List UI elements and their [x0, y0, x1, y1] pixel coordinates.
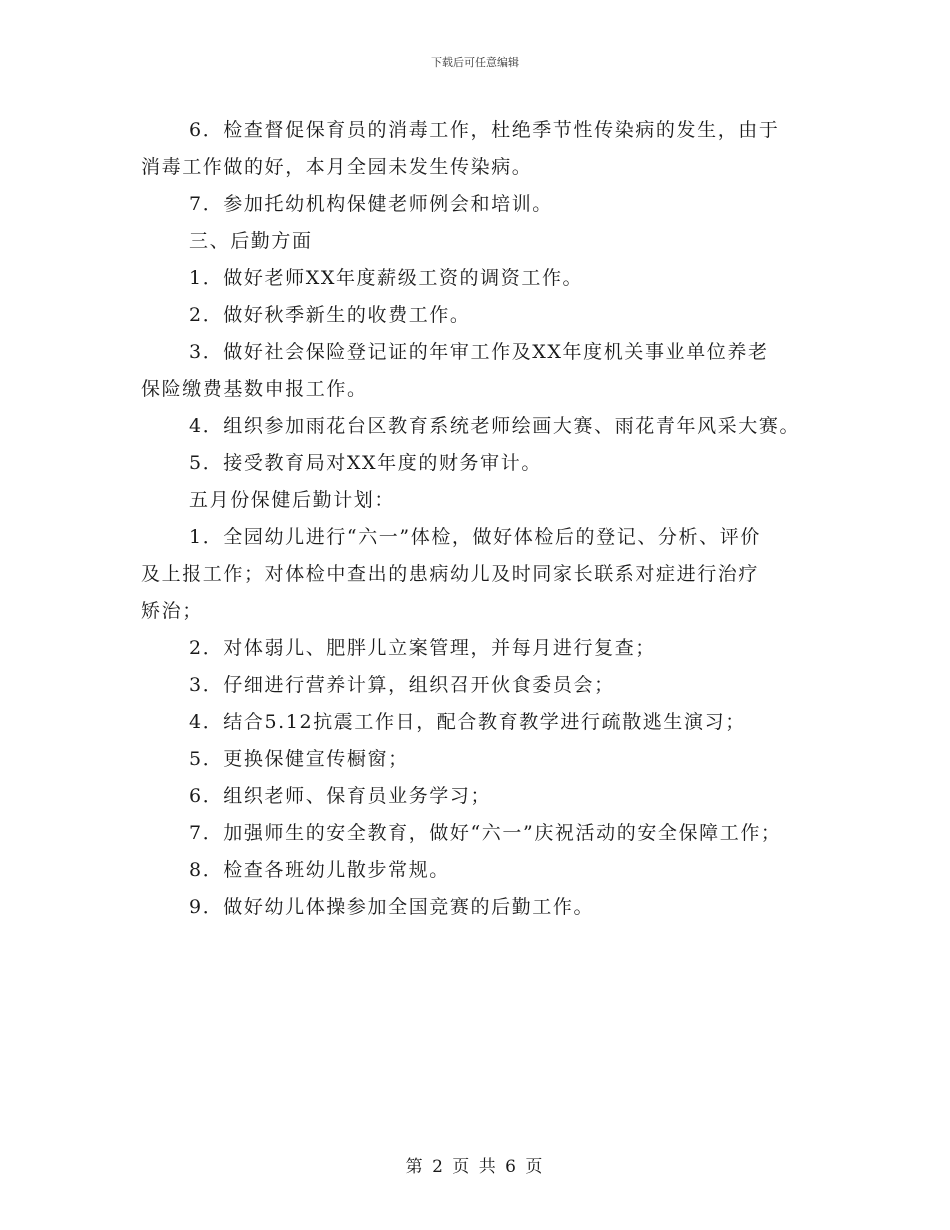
- paragraph-line: 及上报工作；对体检中查出的患病幼儿及时同家长联系对症进行治疗: [141, 563, 760, 585]
- paragraph-line: 消毒工作做的好，本月全园未发生传染病。: [141, 156, 533, 178]
- document-body: [141, 112, 831, 926]
- paragraph-line: 矫治；: [141, 600, 203, 622]
- paragraph-line: 7．参加托幼机构保健老师例会和培训。: [189, 193, 553, 215]
- paragraph-line: 7．加强师生的安全教育，做好“六一”庆祝活动的安全保障工作；: [189, 822, 782, 844]
- paragraph-line: 2．对体弱儿、肥胖儿立案管理，并每月进行复查；: [189, 637, 656, 659]
- paragraph-line: 2．做好秋季新生的收费工作。: [189, 304, 471, 326]
- section-heading: 五月份保健后勤计划：: [189, 489, 396, 511]
- paragraph-line: 保险缴费基数申报工作。: [141, 378, 368, 400]
- paragraph-line: 4．结合5.12抗震工作日，配合教育教学进行疏散逃生演习；: [189, 711, 746, 733]
- paragraph-line: 1．全园幼儿进行“六一”体检，做好体检后的登记、分析、评价: [189, 526, 761, 548]
- paragraph-line: 9．做好幼儿体操参加全国竞赛的后勤工作。: [189, 896, 595, 918]
- section-heading: 三、后勤方面: [189, 230, 313, 252]
- paragraph-line: 3．做好社会保险登记证的年审工作及XX年度机关事业单位养老: [189, 341, 769, 363]
- paragraph-line: 6．组织老师、保育员业务学习；: [189, 785, 492, 807]
- page-footer: 第 2 页 共 6 页: [405, 1157, 545, 1177]
- paragraph-line: 5．接受教育局对XX年度的财务审计。: [189, 452, 542, 474]
- paragraph-line: 3．仔细进行营养计算，组织召开伙食委员会；: [189, 674, 615, 696]
- paragraph-line: 8．检查各班幼儿散步常规。: [189, 859, 450, 881]
- page-header: 下载后可任意编辑: [431, 56, 519, 69]
- paragraph-line: 4．组织参加雨花台区教育系统老师绘画大赛、雨花青年风采大赛。: [189, 415, 801, 437]
- paragraph-line: 1．做好老师XX年度薪级工资的调资工作。: [189, 267, 584, 289]
- paragraph-line: 6．检查督促保育员的消毒工作，杜绝季节性传染病的发生，由于: [189, 119, 780, 141]
- paragraph-line: 5．更换保健宣传橱窗；: [189, 748, 409, 770]
